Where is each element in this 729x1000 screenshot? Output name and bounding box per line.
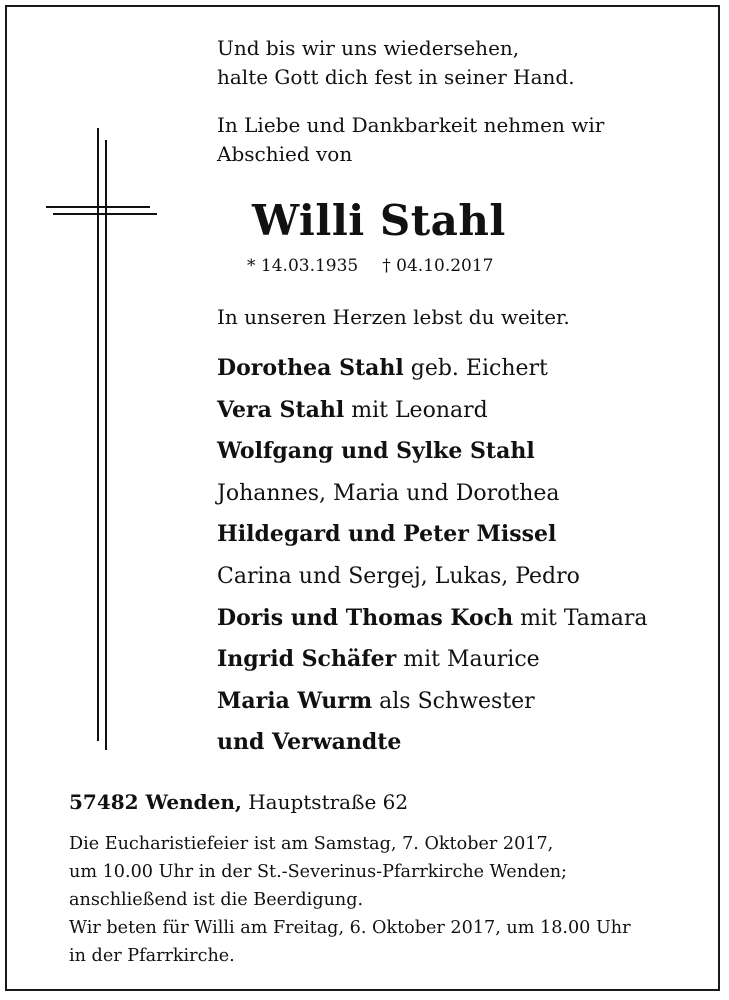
life-dates bbox=[247, 256, 494, 276]
death-date: † 04.10.2017 bbox=[382, 256, 494, 276]
verse-line: halte Gott dich fest in seiner Hand. bbox=[217, 65, 575, 89]
cross-horizontal-bar bbox=[46, 206, 150, 208]
notice-line: Die Eucharistiefeier ist am Samstag, 7. Oktober 2017, bbox=[69, 834, 554, 854]
birth-date: * 14.03.1935 bbox=[247, 256, 359, 276]
motto: In unseren Herzen lebst du weiter. bbox=[217, 305, 570, 329]
cross-horizontal-bar bbox=[53, 213, 157, 215]
funeral-notice bbox=[69, 830, 631, 970]
intro-text bbox=[217, 111, 604, 169]
intro-line: Abschied von bbox=[217, 142, 353, 166]
cross-vertical-bar bbox=[105, 140, 107, 750]
intro-line: In Liebe und Dankbarkeit nehmen wir bbox=[217, 113, 605, 137]
deceased-name: Willi Stahl bbox=[252, 196, 506, 245]
mourner-row: und Verwandte bbox=[217, 729, 402, 756]
address-street: Hauptstraße 62 bbox=[241, 790, 409, 814]
verse-quote bbox=[217, 34, 575, 92]
mourners-list bbox=[217, 350, 648, 766]
mourner-row: Carina und Sergej, Lukas, Pedro bbox=[217, 563, 580, 589]
notice-line: in der Pfarrkirche. bbox=[69, 946, 235, 966]
mourner-row: Dorothea Stahl geb. Eichert bbox=[217, 355, 548, 381]
cross-vertical-bar bbox=[97, 128, 99, 741]
address bbox=[69, 790, 408, 814]
mourner-row: Doris und Thomas Koch mit Tamara bbox=[217, 604, 648, 631]
notice-line: Wir beten für Willi am Freitag, 6. Oktober 2017, um 18.00 Uhr bbox=[69, 918, 631, 938]
notice-line: um 10.00 Uhr in der St.-Severinus-Pfarrkirche Wenden; bbox=[69, 862, 567, 882]
notice-line: anschließend ist die Beerdigung. bbox=[69, 890, 364, 910]
mourner-row: Vera Stahl mit Leonard bbox=[217, 396, 488, 423]
mourner-row: Johannes, Maria und Dorothea bbox=[217, 480, 560, 506]
mourner-row: Ingrid Schäfer mit Maurice bbox=[217, 646, 540, 673]
mourner-row: Maria Wurm als Schwester bbox=[217, 687, 535, 714]
mourner-row: Wolfgang und Sylke Stahl bbox=[217, 438, 535, 465]
address-place: 57482 Wenden, bbox=[69, 790, 242, 814]
verse-line: Und bis wir uns wiedersehen, bbox=[217, 36, 520, 60]
mourner-row: Hildegard und Peter Missel bbox=[217, 521, 557, 548]
